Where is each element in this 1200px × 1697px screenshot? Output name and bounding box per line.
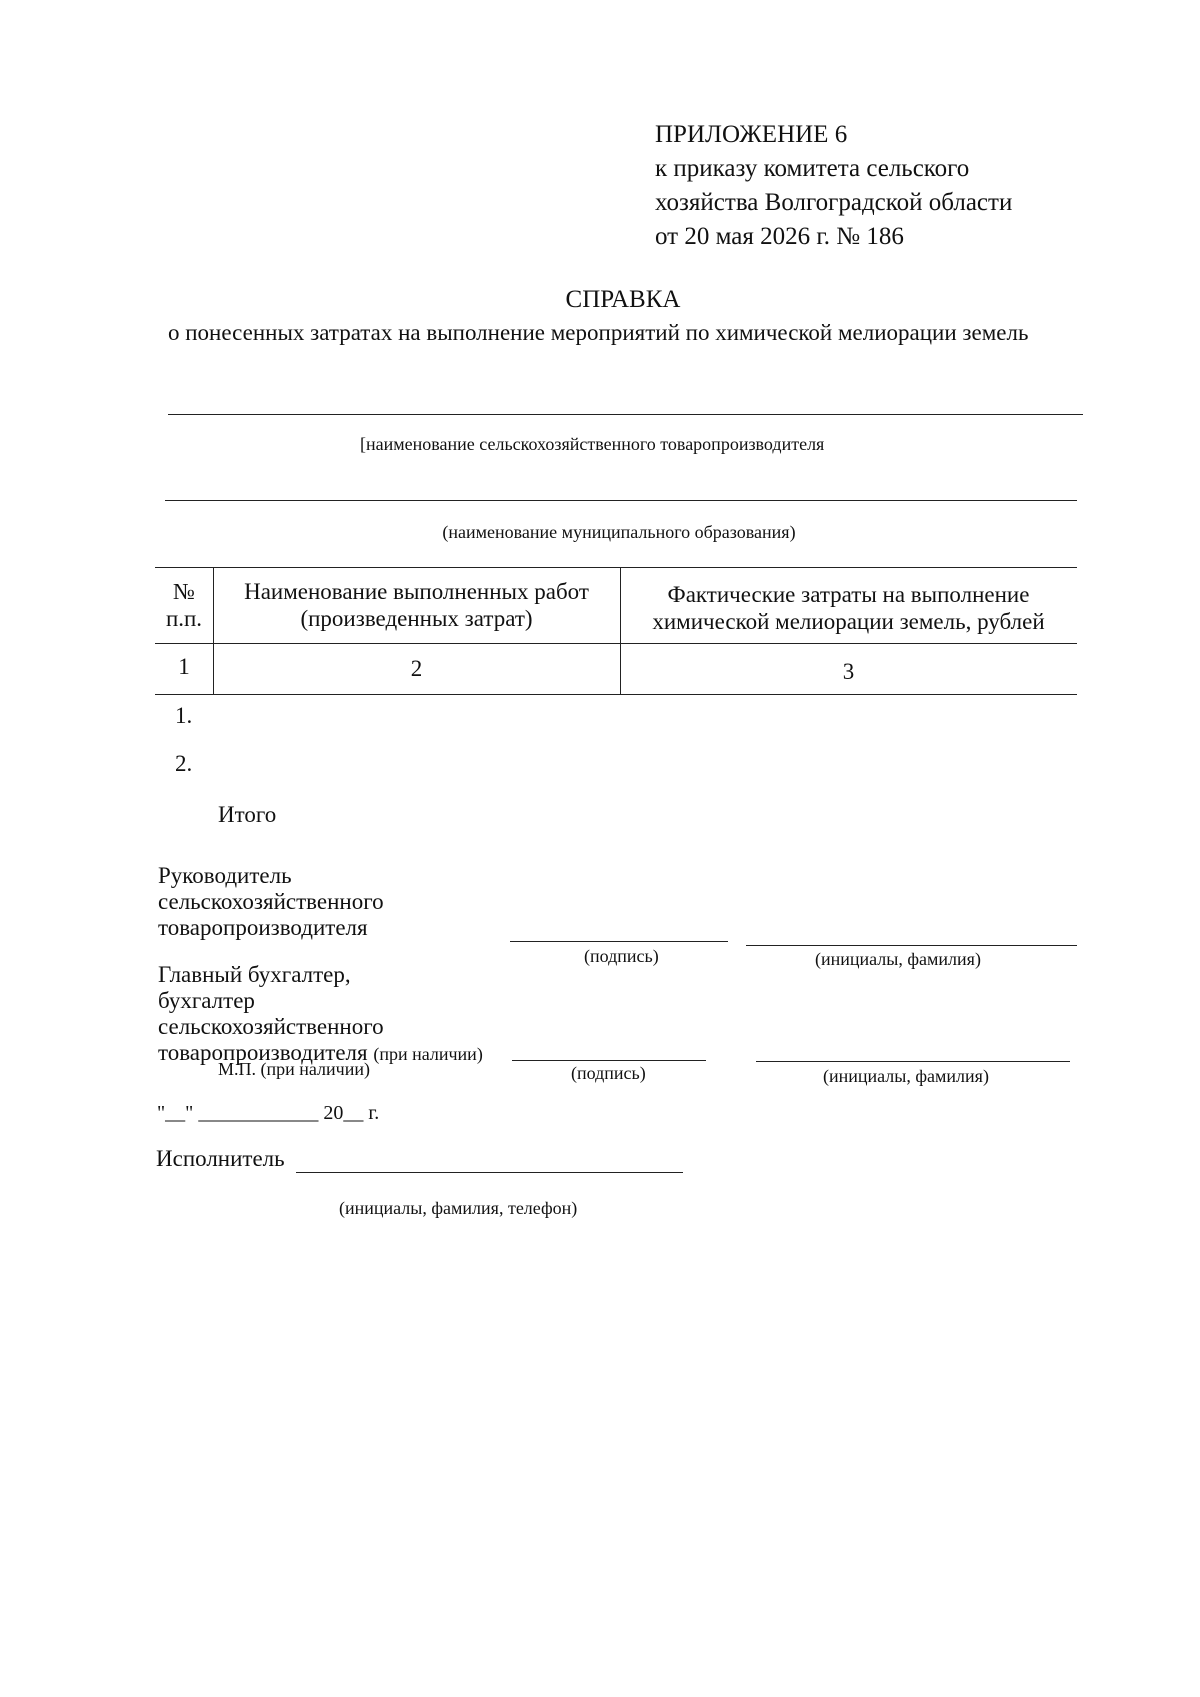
municipality-line <box>165 500 1077 501</box>
producer-name-line <box>168 414 1083 415</box>
head-signature-caption: (подпись) <box>584 946 659 966</box>
appendix-block <box>655 118 1012 254</box>
header-works-line-2: (произведенных затрат) <box>300 606 533 631</box>
appendix-title: ПРИЛОЖЕНИЕ 6 <box>655 121 848 148</box>
appendix-line-2: к приказу комитета сельского <box>655 155 970 182</box>
table-col-number-3: 3 <box>842 659 855 684</box>
table-header-number <box>155 578 213 632</box>
chief-position-line-4: товаропроизводителя <box>158 1040 368 1065</box>
chief-position-line-1: Главный бухгалтер, <box>158 962 351 987</box>
producer-caption: [наименование сельскохозяйственного товаропроизводителя <box>360 434 825 454</box>
executor-caption: (инициалы, фамилия, телефон) <box>339 1198 578 1218</box>
chief-position-line-3: сельскохозяйственного <box>158 1014 384 1039</box>
header-number-line-2: п.п. <box>165 606 203 631</box>
municipality-caption: (наименование муниципального образования) <box>442 522 796 542</box>
head-initials-line <box>746 945 1077 946</box>
table-col-number-1: 1 <box>178 654 190 679</box>
header-costs-line-2: химической мелиорации земель, рублей <box>652 609 1045 634</box>
date-line: "__" ____________ 20__ г. <box>157 1102 380 1124</box>
table-header-border <box>155 643 1077 644</box>
chief-initials-caption: (инициалы, фамилия) <box>823 1066 989 1086</box>
header-costs-line-1: Фактические затраты на выполнение <box>667 582 1030 607</box>
executor-label: Исполнитель <box>156 1146 285 1171</box>
executor-line <box>296 1172 683 1173</box>
appendix-line-4: от 20 мая 2026 г. № 186 <box>655 223 904 250</box>
header-number-line-1: № <box>173 579 195 604</box>
table-header-costs <box>620 581 1077 635</box>
table-top-border <box>155 567 1077 568</box>
stamp-label: М.П. (при наличии) <box>218 1059 370 1079</box>
chief-position-line-2: бухгалтер <box>158 988 255 1013</box>
head-signature-line <box>510 941 728 942</box>
document-subtitle: о понесенных затратах на выполнение мероприятий по химической мелиорации земель <box>168 320 1029 345</box>
head-position <box>158 863 384 941</box>
table-row-1-number: 1. <box>175 703 193 728</box>
table-bottom-border <box>155 694 1077 695</box>
chief-signature-caption: (подпись) <box>571 1063 646 1083</box>
table-row-2-number: 2. <box>175 751 193 776</box>
head-position-line-2: сельскохозяйственного <box>158 889 384 914</box>
head-initials-caption: (инициалы, фамилия) <box>815 949 981 969</box>
table-col-number-2: 2 <box>410 656 423 681</box>
header-works-line-1: Наименование выполненных работ <box>244 579 589 604</box>
head-position-line-1: Руководитель <box>158 863 292 888</box>
table-header-works <box>213 578 620 632</box>
appendix-line-3: хозяйства Волгоградской области <box>655 189 1013 216</box>
document-title: СПРАВКА <box>565 286 681 313</box>
head-position-line-3: товаропроизводителя <box>158 915 368 940</box>
table-total-label: Итого <box>218 802 277 827</box>
chief-signature-line <box>512 1060 706 1061</box>
chief-position-note: (при наличии) <box>373 1044 483 1064</box>
chief-initials-line <box>756 1061 1070 1062</box>
chief-accountant-position <box>158 962 483 1067</box>
